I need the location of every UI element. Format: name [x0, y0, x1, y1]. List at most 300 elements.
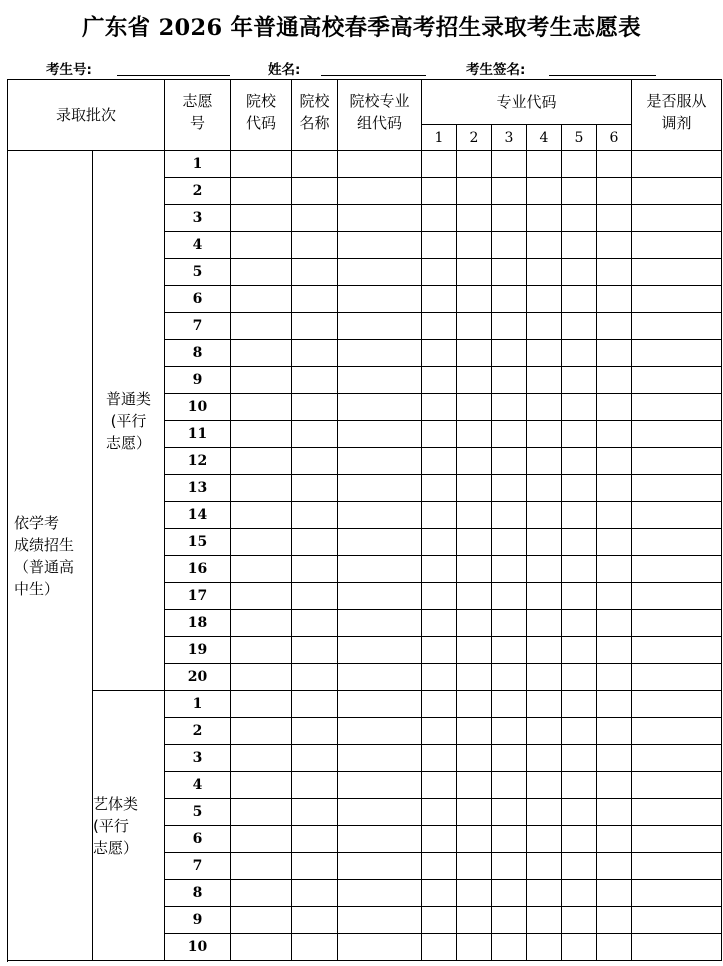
- school-name-cell[interactable]: [292, 556, 338, 583]
- school-name-cell[interactable]: [292, 421, 338, 448]
- school-name-cell[interactable]: [292, 178, 338, 205]
- major-2-cell[interactable]: [457, 907, 492, 934]
- major-6-cell[interactable]: [597, 664, 632, 691]
- major-2-cell[interactable]: [457, 826, 492, 853]
- adjust-cell[interactable]: [632, 853, 722, 880]
- major-4-cell[interactable]: [527, 772, 562, 799]
- school-name-cell[interactable]: [292, 880, 338, 907]
- major-4-cell[interactable]: [527, 907, 562, 934]
- major-5-cell[interactable]: [562, 205, 597, 232]
- major-3-cell[interactable]: [492, 151, 527, 178]
- major-3-cell[interactable]: [492, 475, 527, 502]
- major-1-cell[interactable]: [422, 421, 457, 448]
- major-1-cell[interactable]: [422, 934, 457, 961]
- major-3-cell[interactable]: [492, 799, 527, 826]
- major-6-cell[interactable]: [597, 772, 632, 799]
- major-1-cell[interactable]: [422, 664, 457, 691]
- major-2-cell[interactable]: [457, 718, 492, 745]
- major-2-cell[interactable]: [457, 367, 492, 394]
- group-code-cell[interactable]: [338, 421, 422, 448]
- adjust-cell[interactable]: [632, 556, 722, 583]
- group-code-cell[interactable]: [338, 853, 422, 880]
- major-2-cell[interactable]: [457, 610, 492, 637]
- school-name-cell[interactable]: [292, 448, 338, 475]
- school-name-cell[interactable]: [292, 151, 338, 178]
- school-name-cell[interactable]: [292, 826, 338, 853]
- major-2-cell[interactable]: [457, 286, 492, 313]
- adjust-cell[interactable]: [632, 475, 722, 502]
- major-6-cell[interactable]: [597, 448, 632, 475]
- major-6-cell[interactable]: [597, 259, 632, 286]
- group-code-cell[interactable]: [338, 610, 422, 637]
- adjust-cell[interactable]: [632, 880, 722, 907]
- major-5-cell[interactable]: [562, 907, 597, 934]
- school-code-cell[interactable]: [231, 799, 292, 826]
- group-code-cell[interactable]: [338, 907, 422, 934]
- school-code-cell[interactable]: [231, 934, 292, 961]
- major-5-cell[interactable]: [562, 637, 597, 664]
- adjust-cell[interactable]: [632, 799, 722, 826]
- major-6-cell[interactable]: [597, 475, 632, 502]
- major-5-cell[interactable]: [562, 772, 597, 799]
- major-2-cell[interactable]: [457, 691, 492, 718]
- major-4-cell[interactable]: [527, 664, 562, 691]
- major-4-cell[interactable]: [527, 178, 562, 205]
- major-6-cell[interactable]: [597, 799, 632, 826]
- adjust-cell[interactable]: [632, 583, 722, 610]
- major-3-cell[interactable]: [492, 610, 527, 637]
- major-2-cell[interactable]: [457, 259, 492, 286]
- signature-blank[interactable]: [549, 75, 656, 76]
- school-code-cell[interactable]: [231, 664, 292, 691]
- major-1-cell[interactable]: [422, 151, 457, 178]
- adjust-cell[interactable]: [632, 151, 722, 178]
- major-5-cell[interactable]: [562, 799, 597, 826]
- group-code-cell[interactable]: [338, 745, 422, 772]
- group-code-cell[interactable]: [338, 448, 422, 475]
- school-name-cell[interactable]: [292, 340, 338, 367]
- major-4-cell[interactable]: [527, 745, 562, 772]
- major-3-cell[interactable]: [492, 664, 527, 691]
- group-code-cell[interactable]: [338, 529, 422, 556]
- major-6-cell[interactable]: [597, 610, 632, 637]
- major-2-cell[interactable]: [457, 880, 492, 907]
- school-code-cell[interactable]: [231, 718, 292, 745]
- major-4-cell[interactable]: [527, 880, 562, 907]
- group-code-cell[interactable]: [338, 556, 422, 583]
- major-5-cell[interactable]: [562, 745, 597, 772]
- group-code-cell[interactable]: [338, 934, 422, 961]
- group-code-cell[interactable]: [338, 799, 422, 826]
- adjust-cell[interactable]: [632, 286, 722, 313]
- major-3-cell[interactable]: [492, 394, 527, 421]
- major-2-cell[interactable]: [457, 853, 492, 880]
- major-1-cell[interactable]: [422, 799, 457, 826]
- major-2-cell[interactable]: [457, 745, 492, 772]
- major-4-cell[interactable]: [527, 934, 562, 961]
- group-code-cell[interactable]: [338, 772, 422, 799]
- school-code-cell[interactable]: [231, 826, 292, 853]
- adjust-cell[interactable]: [632, 529, 722, 556]
- group-code-cell[interactable]: [338, 367, 422, 394]
- school-code-cell[interactable]: [231, 583, 292, 610]
- school-code-cell[interactable]: [231, 556, 292, 583]
- group-code-cell[interactable]: [338, 178, 422, 205]
- major-3-cell[interactable]: [492, 232, 527, 259]
- group-code-cell[interactable]: [338, 475, 422, 502]
- adjust-cell[interactable]: [632, 178, 722, 205]
- school-name-cell[interactable]: [292, 205, 338, 232]
- major-1-cell[interactable]: [422, 907, 457, 934]
- major-6-cell[interactable]: [597, 502, 632, 529]
- major-1-cell[interactable]: [422, 637, 457, 664]
- major-1-cell[interactable]: [422, 772, 457, 799]
- group-code-cell[interactable]: [338, 394, 422, 421]
- school-name-cell[interactable]: [292, 394, 338, 421]
- adjust-cell[interactable]: [632, 394, 722, 421]
- major-2-cell[interactable]: [457, 583, 492, 610]
- school-name-cell[interactable]: [292, 907, 338, 934]
- school-name-cell[interactable]: [292, 286, 338, 313]
- major-3-cell[interactable]: [492, 205, 527, 232]
- major-1-cell[interactable]: [422, 745, 457, 772]
- major-5-cell[interactable]: [562, 529, 597, 556]
- major-3-cell[interactable]: [492, 448, 527, 475]
- major-4-cell[interactable]: [527, 610, 562, 637]
- school-name-cell[interactable]: [292, 934, 338, 961]
- major-2-cell[interactable]: [457, 556, 492, 583]
- major-3-cell[interactable]: [492, 907, 527, 934]
- major-5-cell[interactable]: [562, 583, 597, 610]
- major-3-cell[interactable]: [492, 691, 527, 718]
- major-2-cell[interactable]: [457, 934, 492, 961]
- major-6-cell[interactable]: [597, 313, 632, 340]
- school-code-cell[interactable]: [231, 691, 292, 718]
- major-3-cell[interactable]: [492, 421, 527, 448]
- major-4-cell[interactable]: [527, 502, 562, 529]
- school-code-cell[interactable]: [231, 529, 292, 556]
- major-5-cell[interactable]: [562, 259, 597, 286]
- major-4-cell[interactable]: [527, 340, 562, 367]
- major-3-cell[interactable]: [492, 367, 527, 394]
- major-5-cell[interactable]: [562, 367, 597, 394]
- major-5-cell[interactable]: [562, 178, 597, 205]
- major-6-cell[interactable]: [597, 745, 632, 772]
- adjust-cell[interactable]: [632, 637, 722, 664]
- group-code-cell[interactable]: [338, 637, 422, 664]
- major-3-cell[interactable]: [492, 340, 527, 367]
- school-name-cell[interactable]: [292, 502, 338, 529]
- school-code-cell[interactable]: [231, 340, 292, 367]
- major-5-cell[interactable]: [562, 232, 597, 259]
- major-4-cell[interactable]: [527, 691, 562, 718]
- major-5-cell[interactable]: [562, 448, 597, 475]
- major-1-cell[interactable]: [422, 718, 457, 745]
- major-1-cell[interactable]: [422, 313, 457, 340]
- adjust-cell[interactable]: [632, 367, 722, 394]
- adjust-cell[interactable]: [632, 934, 722, 961]
- school-code-cell[interactable]: [231, 502, 292, 529]
- school-code-cell[interactable]: [231, 637, 292, 664]
- adjust-cell[interactable]: [632, 907, 722, 934]
- school-name-cell[interactable]: [292, 745, 338, 772]
- school-name-cell[interactable]: [292, 772, 338, 799]
- major-3-cell[interactable]: [492, 718, 527, 745]
- group-code-cell[interactable]: [338, 313, 422, 340]
- group-code-cell[interactable]: [338, 583, 422, 610]
- major-6-cell[interactable]: [597, 583, 632, 610]
- adjust-cell[interactable]: [632, 610, 722, 637]
- major-4-cell[interactable]: [527, 232, 562, 259]
- major-4-cell[interactable]: [527, 637, 562, 664]
- group-code-cell[interactable]: [338, 502, 422, 529]
- school-code-cell[interactable]: [231, 178, 292, 205]
- major-5-cell[interactable]: [562, 610, 597, 637]
- group-code-cell[interactable]: [338, 826, 422, 853]
- school-name-cell[interactable]: [292, 367, 338, 394]
- school-code-cell[interactable]: [231, 772, 292, 799]
- major-2-cell[interactable]: [457, 151, 492, 178]
- major-2-cell[interactable]: [457, 637, 492, 664]
- major-2-cell[interactable]: [457, 394, 492, 421]
- major-5-cell[interactable]: [562, 880, 597, 907]
- major-6-cell[interactable]: [597, 718, 632, 745]
- major-2-cell[interactable]: [457, 421, 492, 448]
- candidate-number-blank[interactable]: [117, 75, 230, 76]
- major-6-cell[interactable]: [597, 205, 632, 232]
- major-4-cell[interactable]: [527, 583, 562, 610]
- major-1-cell[interactable]: [422, 502, 457, 529]
- major-3-cell[interactable]: [492, 259, 527, 286]
- major-1-cell[interactable]: [422, 853, 457, 880]
- school-name-cell[interactable]: [292, 583, 338, 610]
- school-code-cell[interactable]: [231, 367, 292, 394]
- major-5-cell[interactable]: [562, 313, 597, 340]
- adjust-cell[interactable]: [632, 205, 722, 232]
- major-3-cell[interactable]: [492, 880, 527, 907]
- major-6-cell[interactable]: [597, 367, 632, 394]
- major-1-cell[interactable]: [422, 880, 457, 907]
- major-1-cell[interactable]: [422, 448, 457, 475]
- major-3-cell[interactable]: [492, 637, 527, 664]
- major-4-cell[interactable]: [527, 421, 562, 448]
- major-4-cell[interactable]: [527, 205, 562, 232]
- major-1-cell[interactable]: [422, 178, 457, 205]
- group-code-cell[interactable]: [338, 205, 422, 232]
- major-5-cell[interactable]: [562, 502, 597, 529]
- major-4-cell[interactable]: [527, 259, 562, 286]
- school-name-cell[interactable]: [292, 529, 338, 556]
- major-1-cell[interactable]: [422, 826, 457, 853]
- major-5-cell[interactable]: [562, 826, 597, 853]
- group-code-cell[interactable]: [338, 151, 422, 178]
- major-6-cell[interactable]: [597, 421, 632, 448]
- major-6-cell[interactable]: [597, 880, 632, 907]
- major-4-cell[interactable]: [527, 367, 562, 394]
- major-4-cell[interactable]: [527, 286, 562, 313]
- major-6-cell[interactable]: [597, 151, 632, 178]
- major-2-cell[interactable]: [457, 313, 492, 340]
- major-6-cell[interactable]: [597, 232, 632, 259]
- major-2-cell[interactable]: [457, 205, 492, 232]
- major-1-cell[interactable]: [422, 475, 457, 502]
- school-code-cell[interactable]: [231, 907, 292, 934]
- group-code-cell[interactable]: [338, 691, 422, 718]
- adjust-cell[interactable]: [632, 232, 722, 259]
- major-5-cell[interactable]: [562, 394, 597, 421]
- major-6-cell[interactable]: [597, 934, 632, 961]
- school-code-cell[interactable]: [231, 448, 292, 475]
- group-code-cell[interactable]: [338, 718, 422, 745]
- major-3-cell[interactable]: [492, 853, 527, 880]
- major-5-cell[interactable]: [562, 286, 597, 313]
- major-6-cell[interactable]: [597, 286, 632, 313]
- major-4-cell[interactable]: [527, 718, 562, 745]
- group-code-cell[interactable]: [338, 880, 422, 907]
- major-6-cell[interactable]: [597, 691, 632, 718]
- major-6-cell[interactable]: [597, 394, 632, 421]
- adjust-cell[interactable]: [632, 772, 722, 799]
- major-1-cell[interactable]: [422, 610, 457, 637]
- adjust-cell[interactable]: [632, 718, 722, 745]
- school-code-cell[interactable]: [231, 880, 292, 907]
- major-5-cell[interactable]: [562, 853, 597, 880]
- major-3-cell[interactable]: [492, 934, 527, 961]
- school-code-cell[interactable]: [231, 853, 292, 880]
- major-4-cell[interactable]: [527, 853, 562, 880]
- major-2-cell[interactable]: [457, 475, 492, 502]
- major-2-cell[interactable]: [457, 664, 492, 691]
- major-4-cell[interactable]: [527, 448, 562, 475]
- adjust-cell[interactable]: [632, 259, 722, 286]
- major-2-cell[interactable]: [457, 178, 492, 205]
- major-2-cell[interactable]: [457, 340, 492, 367]
- adjust-cell[interactable]: [632, 340, 722, 367]
- school-code-cell[interactable]: [231, 151, 292, 178]
- major-1-cell[interactable]: [422, 286, 457, 313]
- group-code-cell[interactable]: [338, 232, 422, 259]
- major-4-cell[interactable]: [527, 151, 562, 178]
- adjust-cell[interactable]: [632, 313, 722, 340]
- adjust-cell[interactable]: [632, 421, 722, 448]
- major-1-cell[interactable]: [422, 205, 457, 232]
- school-name-cell[interactable]: [292, 691, 338, 718]
- major-3-cell[interactable]: [492, 772, 527, 799]
- major-6-cell[interactable]: [597, 826, 632, 853]
- major-5-cell[interactable]: [562, 718, 597, 745]
- adjust-cell[interactable]: [632, 664, 722, 691]
- major-3-cell[interactable]: [492, 502, 527, 529]
- major-5-cell[interactable]: [562, 556, 597, 583]
- school-name-cell[interactable]: [292, 799, 338, 826]
- major-3-cell[interactable]: [492, 745, 527, 772]
- major-3-cell[interactable]: [492, 313, 527, 340]
- school-name-cell[interactable]: [292, 853, 338, 880]
- adjust-cell[interactable]: [632, 826, 722, 853]
- major-2-cell[interactable]: [457, 232, 492, 259]
- major-6-cell[interactable]: [597, 178, 632, 205]
- major-2-cell[interactable]: [457, 529, 492, 556]
- school-code-cell[interactable]: [231, 475, 292, 502]
- major-4-cell[interactable]: [527, 313, 562, 340]
- major-1-cell[interactable]: [422, 394, 457, 421]
- major-5-cell[interactable]: [562, 151, 597, 178]
- school-name-cell[interactable]: [292, 637, 338, 664]
- major-5-cell[interactable]: [562, 421, 597, 448]
- adjust-cell[interactable]: [632, 691, 722, 718]
- major-4-cell[interactable]: [527, 826, 562, 853]
- major-3-cell[interactable]: [492, 583, 527, 610]
- major-2-cell[interactable]: [457, 502, 492, 529]
- group-code-cell[interactable]: [338, 340, 422, 367]
- major-6-cell[interactable]: [597, 907, 632, 934]
- major-5-cell[interactable]: [562, 340, 597, 367]
- major-1-cell[interactable]: [422, 691, 457, 718]
- major-1-cell[interactable]: [422, 259, 457, 286]
- school-code-cell[interactable]: [231, 745, 292, 772]
- school-code-cell[interactable]: [231, 205, 292, 232]
- major-6-cell[interactable]: [597, 853, 632, 880]
- group-code-cell[interactable]: [338, 664, 422, 691]
- adjust-cell[interactable]: [632, 502, 722, 529]
- school-code-cell[interactable]: [231, 421, 292, 448]
- school-code-cell[interactable]: [231, 259, 292, 286]
- major-5-cell[interactable]: [562, 934, 597, 961]
- major-2-cell[interactable]: [457, 772, 492, 799]
- group-code-cell[interactable]: [338, 259, 422, 286]
- major-4-cell[interactable]: [527, 529, 562, 556]
- major-5-cell[interactable]: [562, 691, 597, 718]
- adjust-cell[interactable]: [632, 448, 722, 475]
- major-3-cell[interactable]: [492, 556, 527, 583]
- school-code-cell[interactable]: [231, 610, 292, 637]
- major-1-cell[interactable]: [422, 583, 457, 610]
- major-2-cell[interactable]: [457, 448, 492, 475]
- school-code-cell[interactable]: [231, 286, 292, 313]
- major-4-cell[interactable]: [527, 394, 562, 421]
- school-name-cell[interactable]: [292, 610, 338, 637]
- school-name-cell[interactable]: [292, 718, 338, 745]
- major-4-cell[interactable]: [527, 799, 562, 826]
- major-1-cell[interactable]: [422, 340, 457, 367]
- major-6-cell[interactable]: [597, 529, 632, 556]
- major-4-cell[interactable]: [527, 556, 562, 583]
- major-2-cell[interactable]: [457, 799, 492, 826]
- school-name-cell[interactable]: [292, 232, 338, 259]
- major-6-cell[interactable]: [597, 340, 632, 367]
- school-name-cell[interactable]: [292, 475, 338, 502]
- major-4-cell[interactable]: [527, 475, 562, 502]
- school-name-cell[interactable]: [292, 313, 338, 340]
- name-blank[interactable]: [321, 75, 426, 76]
- major-3-cell[interactable]: [492, 826, 527, 853]
- group-code-cell[interactable]: [338, 286, 422, 313]
- major-5-cell[interactable]: [562, 475, 597, 502]
- school-code-cell[interactable]: [231, 394, 292, 421]
- school-code-cell[interactable]: [231, 313, 292, 340]
- adjust-cell[interactable]: [632, 745, 722, 772]
- major-6-cell[interactable]: [597, 556, 632, 583]
- major-1-cell[interactable]: [422, 529, 457, 556]
- school-name-cell[interactable]: [292, 664, 338, 691]
- school-name-cell[interactable]: [292, 259, 338, 286]
- major-5-cell[interactable]: [562, 664, 597, 691]
- school-code-cell[interactable]: [231, 232, 292, 259]
- major-3-cell[interactable]: [492, 286, 527, 313]
- major-6-cell[interactable]: [597, 637, 632, 664]
- major-3-cell[interactable]: [492, 529, 527, 556]
- major-3-cell[interactable]: [492, 178, 527, 205]
